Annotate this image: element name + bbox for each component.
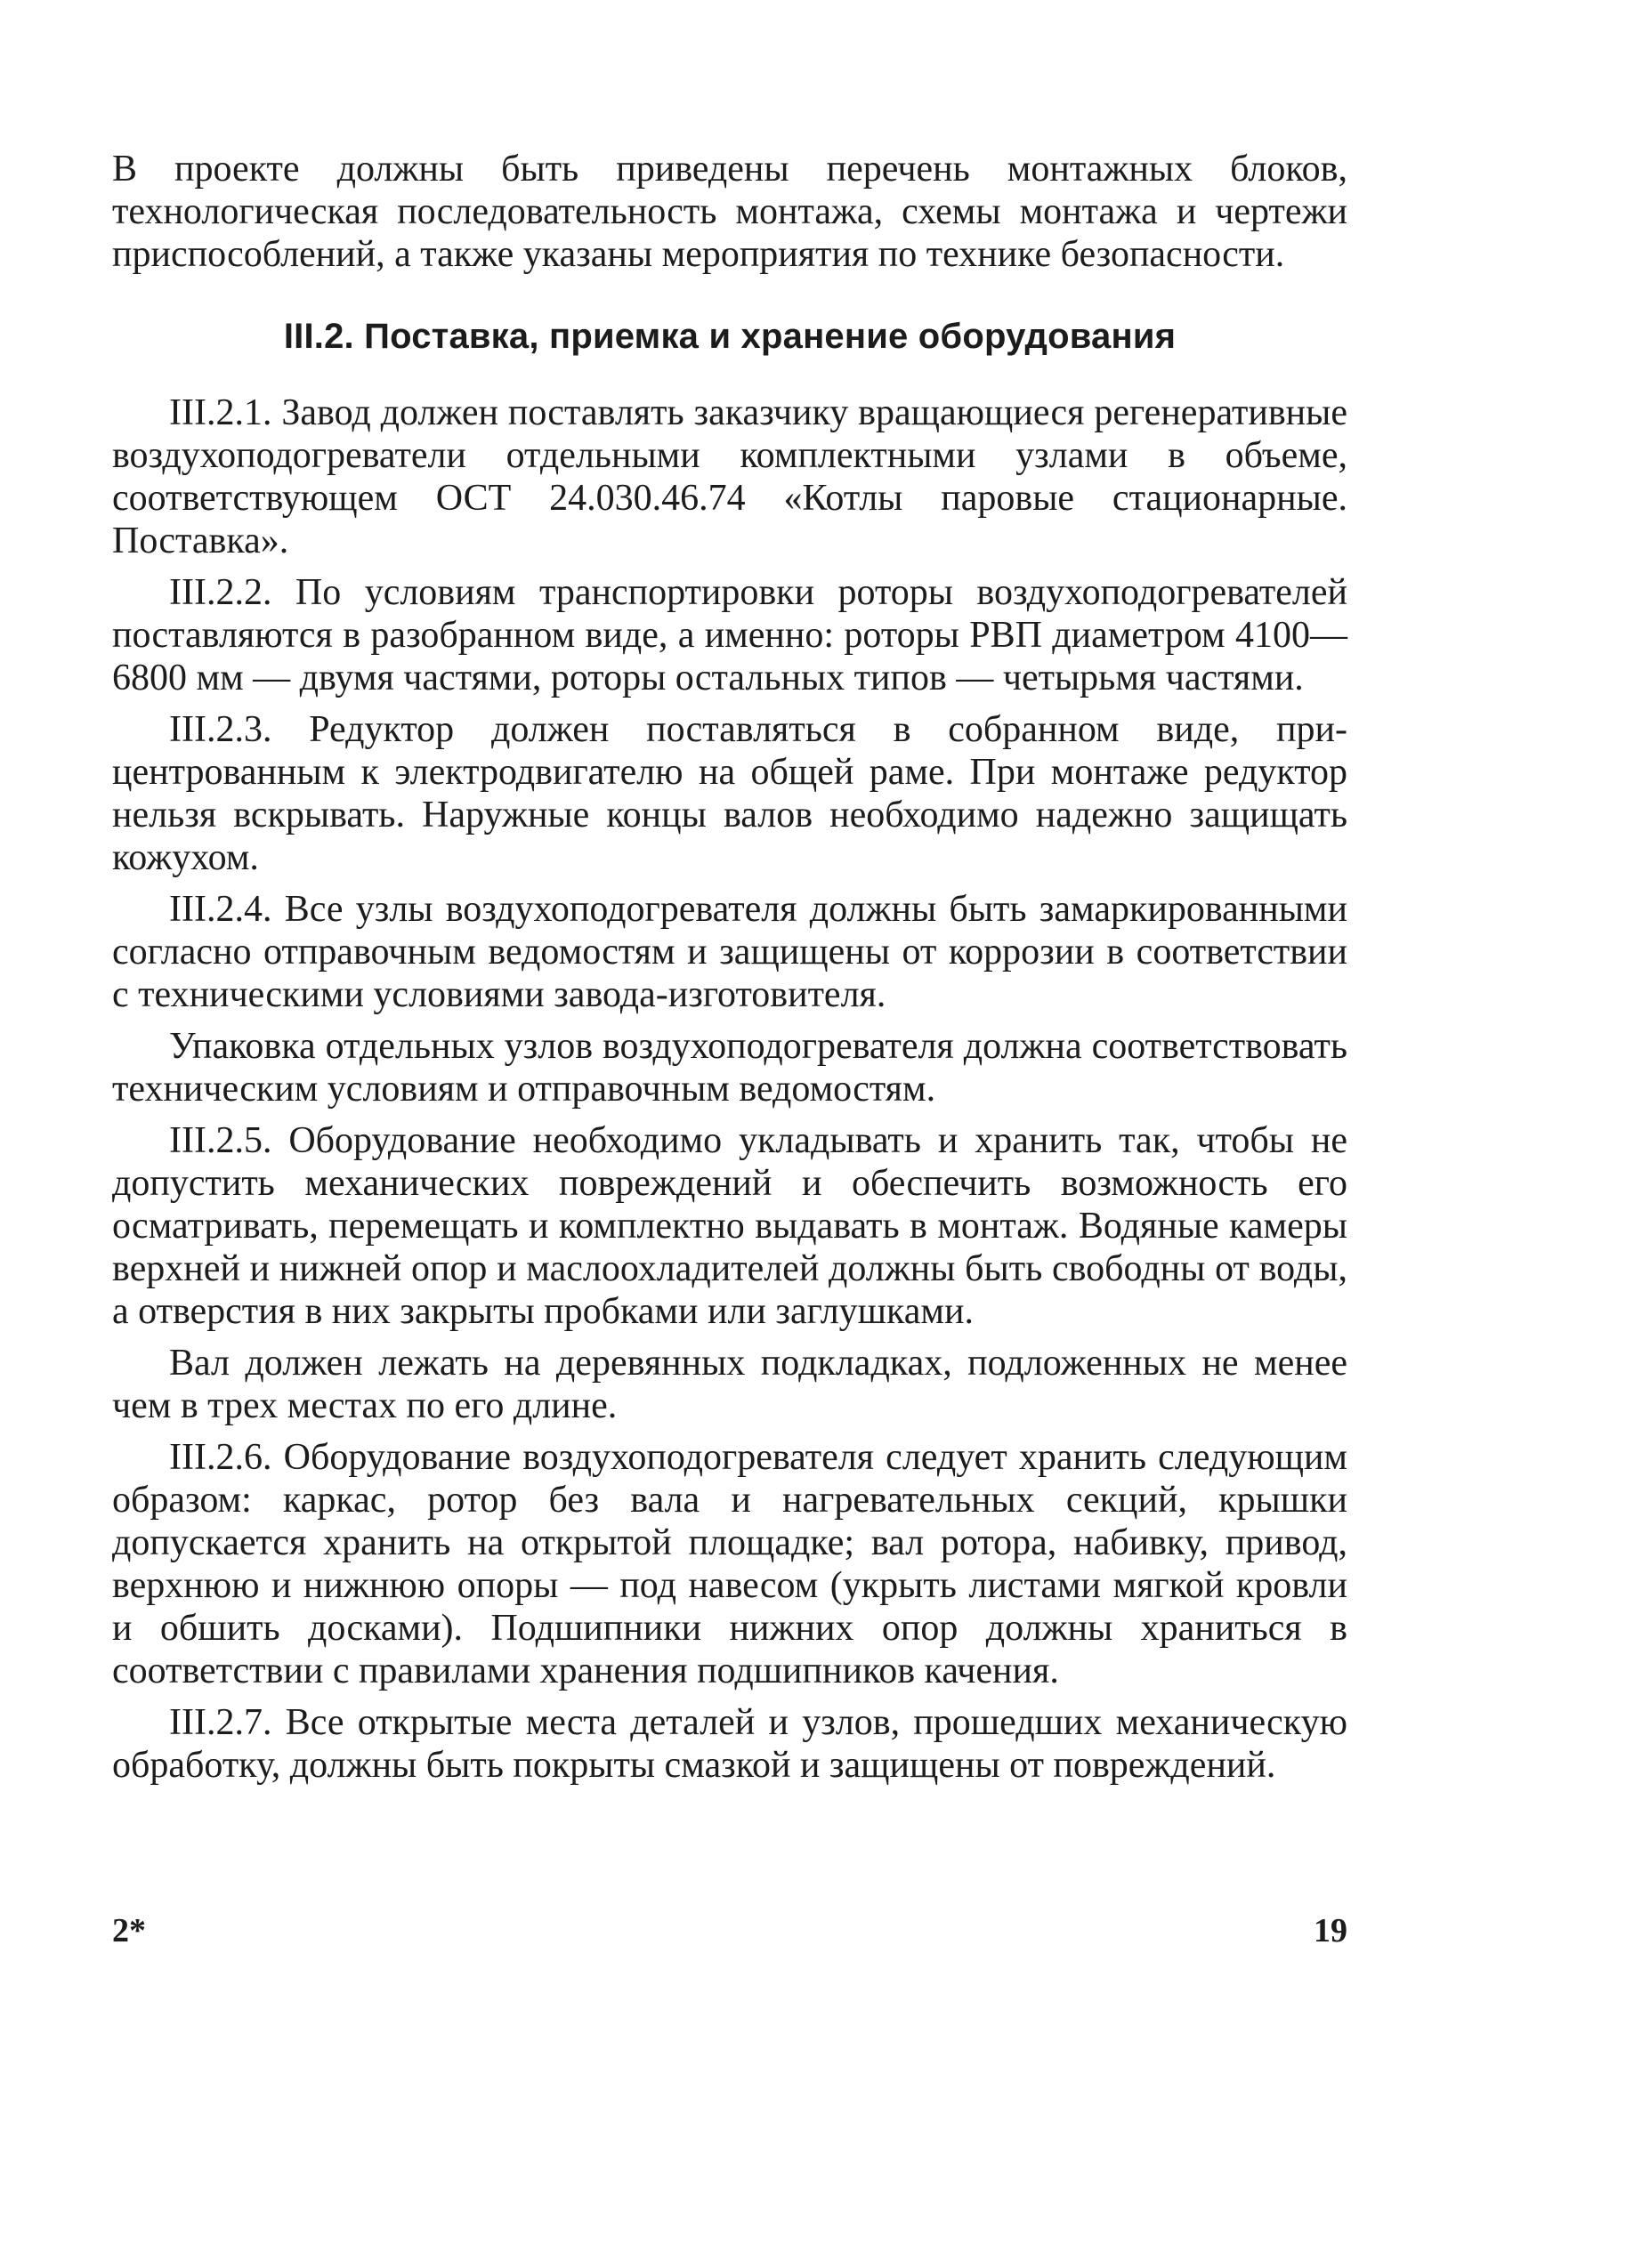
paragraph-packaging: Упаковка отдельных узлов воздухоподогревателя должна соответствовать техническим условиям и отправочным ведомостям.	[112, 1026, 1347, 1110]
paragraph-shaft: Вал должен лежать на деревянных подкладках, подложенных не менее чем в трех местах по его длине.	[112, 1343, 1347, 1426]
paragraph-3-2-5: III.2.5. Оборудование необходимо укладывать и хранить так, чтобы не допустить механических повреждений и обеспечить возможность его осматривать, перемещать и комплектно выдавать в монтаж. Водяные камеры верхней и нижней опор и маслоохладителей должны быть свободны от воды, а отверстия в них закрыты пробками или заглушками.	[112, 1120, 1347, 1332]
paragraph-3-2-6: III.2.6. Оборудование воздухоподогревателя следует хранить следующим образом: каркас, ротор без вала и нагревательных секций, крышки допускается хранить на открытой площадке; вал ротора, набивку, привод, верхнюю и нижнюю опоры — под навесом (укрыть листами мягкой кровли и обшить досками). Подшипники нижних опор должны храниться в соответствии с правилами хранения подшипников качения.	[112, 1437, 1347, 1691]
section-heading: III.2. Поставка, приемка и хранение оборудования	[283, 317, 1177, 356]
signature-mark: 2*	[112, 1912, 146, 1949]
paragraph-3-2-7: III.2.7. Все открытые места деталей и узлов, прошедших механическую обработку, должны быть покрыты смазкой и защищены от повреждений.	[112, 1702, 1347, 1786]
paragraph-3-2-3: III.2.3. Редуктор должен поставляться в собранном виде, прицентрованным к электродвигателю на общей раме. При монтаже редуктор нельзя вскрывать. Наружные концы валов необходимо надежно защищать кожухом.	[112, 709, 1347, 878]
document-page	[112, 148, 1347, 1787]
paragraph-3-2-1: III.2.1. Завод должен поставлять заказчику вращающиеся регенеративные воздухоподогреватели отдельными комплектными узлами в объеме, соответствующем ОСТ 24.030.46.74 «Котлы паровые стационарные. Поставка».	[112, 392, 1347, 561]
paragraph-3-2-2: III.2.2. По условиям транспортировки роторы воздухоподогревателей поставляются в разобранном виде, а именно: роторы РВП диаметром 4100—6800 мм — двумя частями, роторы остальных типов — четырьмя частями.	[112, 572, 1347, 698]
paragraph-3-2-4: III.2.4. Все узлы воздухоподогревателя должны быть замаркированными согласно отправочным ведомостям и защищены от коррозии в соответствии с техническими условиями завода-изготовителя.	[112, 889, 1347, 1015]
intro-paragraph: В проекте должны быть приведены перечень монтажных блоков, технологическая последовательность монтажа, схемы монтажа и чертежи приспособлений, а также указаны мероприятия по технике безопасности.	[112, 149, 1347, 275]
page-number: 19	[1314, 1912, 1347, 1949]
page-footer	[112, 1911, 1347, 1950]
